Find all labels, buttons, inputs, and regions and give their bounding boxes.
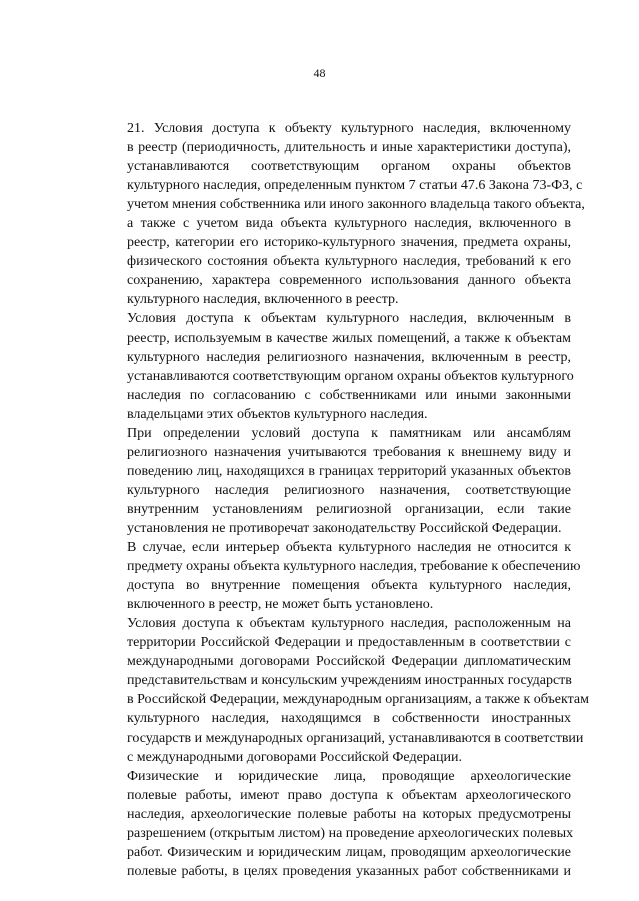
text-line: реестр, используемым в качестве жилых помещений, а также к объектам (127, 330, 571, 346)
text-line: наследия, археологические полевые работы на которых предусмотрены (127, 806, 571, 822)
text-line: устанавливаются соответствующим органом охраны объектов культурного (127, 368, 574, 384)
text-line: а также с учетом вида объекта культурного наследия, включенного в (127, 216, 571, 232)
text-line: При определении условий доступа к памятникам или ансамблям (127, 425, 571, 441)
text-line: внутренним установлениям религиозной организации, если такие (127, 501, 571, 517)
text-line: культурного наследия, определенным пунктом 7 статьи 47.6 Закона 73-ФЗ, с (127, 178, 583, 194)
text-line: доступа во внутренние помещения объекта культурного наследия, (127, 578, 571, 594)
text-line: представительствам и консульским учреждениям иностранных государств (127, 673, 572, 689)
text-line: В случае, если интерьер объекта культурного наследия не относится к (127, 540, 571, 556)
text-line: полевые работы, имеют право доступа к объектам археологического (127, 787, 571, 803)
text-line: поведению лиц, находящихся в границах территорий указанных объектов (127, 463, 571, 479)
paragraph (91, 614, 589, 766)
paragraph (91, 424, 571, 538)
text-line: работ. Физическим и юридическим лицам, проводящим археологические (127, 844, 571, 860)
paragraph (91, 538, 581, 614)
text-line: Условия доступа к объектам культурного наследия, включенным в (127, 311, 571, 327)
text-line: культурного наследия, включенного в реестр. (127, 292, 399, 308)
page-number: 48 (313, 66, 326, 80)
paragraph (91, 767, 574, 881)
text-line: международными договорами Российской Федерации дипломатическим (127, 654, 571, 670)
text-line: культурного наследия религиозного назначения, соответствующие (127, 482, 571, 498)
text-line: в реестр (периодичность, длительность и иные характеристики доступа), (127, 140, 571, 156)
text-line: устанавливаются соответствующим органом охраны объектов (127, 159, 571, 175)
text-line: культурного наследия религиозного назначения, включенным в реестр, (127, 349, 571, 365)
text-line: установления не противоречат законодательству Российской Федерации. (127, 520, 562, 536)
paragraph (91, 309, 574, 423)
paragraph (91, 119, 585, 309)
text-line: предмету охраны объекта культурного наследия, требование к обеспечению (127, 559, 581, 575)
text-line: Условия доступа к объектам культурного наследия, расположенным на (127, 616, 571, 632)
text-line: с международными договорами Российской Федерации. (127, 749, 462, 765)
text-line: государств и международных организаций, устанавливаются в соответствии (127, 730, 584, 746)
text-line: физического состояния объекта культурного наследия, требований к его (127, 254, 571, 270)
text-line: сохранению, характера современного использования данного объекта (127, 273, 571, 289)
text-line: разрешением (открытым листом) на проведение археологических полевых (127, 825, 574, 841)
text-line: включенного в реестр, не может быть установлено. (127, 597, 434, 613)
text-line: учетом мнения собственника или иного законного владельца такого объекта, (127, 197, 585, 213)
document-body (91, 119, 589, 881)
text-line: религиозного назначения учитываются требования к внешнему виду и (127, 444, 571, 460)
text-line: Физические и юридические лица, проводящие археологические (127, 768, 571, 784)
text-line: культурного наследия, находящимся в собственности иностранных (127, 711, 571, 727)
text-line: реестр, категории его историко-культурного значения, предмета охраны, (127, 235, 571, 251)
text-line: территории Российской Федерации и предоставленным в соответствии с (127, 635, 571, 651)
text-line: наследия по согласованию с собственниками или иными законными (127, 387, 571, 403)
text-line: в Российской Федерации, международным организациям, а также к объектам (127, 692, 589, 708)
text-line: 21. Условия доступа к объекту культурного наследия, включенному (127, 121, 571, 136)
text-line: владельцами этих объектов культурного наследия. (127, 406, 428, 422)
text-line: полевые работы, в целях проведения указанных работ собственниками и (127, 863, 571, 879)
